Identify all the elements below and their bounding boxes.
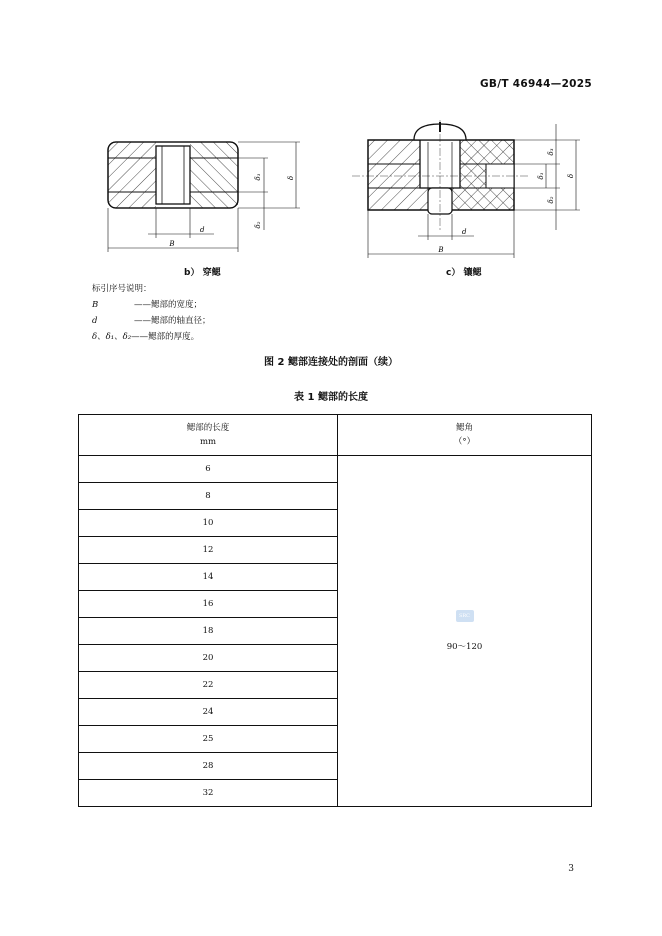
header-length xyxy=(79,415,338,456)
length-cell: 25 xyxy=(79,726,338,753)
subcaption-c: c） 镶鳃 xyxy=(446,268,482,278)
length-cell: 24 xyxy=(79,699,338,726)
legend-desc: ——鳃部的轴直径； xyxy=(134,316,211,326)
length-cell: 12 xyxy=(79,537,338,564)
dim-label-delta1-b: δ₁ xyxy=(254,173,262,181)
header-angle-label: 鳃角 xyxy=(455,423,473,433)
figure-c-drawing xyxy=(352,120,580,258)
angle-value: 90～120 xyxy=(446,642,483,652)
length-cell: 18 xyxy=(79,618,338,645)
legend-symbol: δ、δ₁、δ₂ xyxy=(92,332,132,342)
header-length-unit: mm xyxy=(199,437,217,447)
standard-code: GB/T 46944—2025 xyxy=(479,78,592,90)
dim-label-B-b: B xyxy=(169,240,175,248)
length-cell: 16 xyxy=(79,591,338,618)
length-cell: 6 xyxy=(79,456,338,483)
legend-symbol: B xyxy=(92,300,99,310)
header-angle xyxy=(338,415,592,456)
length-cell: 8 xyxy=(79,483,338,510)
table-row xyxy=(79,456,592,483)
figure-caption: 图 2 鳃部连接处的剖面（续） xyxy=(264,357,398,368)
length-cell: 10 xyxy=(79,510,338,537)
subcaption-b: b） 穿鳃 xyxy=(184,268,221,278)
header-angle-unit: （°） xyxy=(453,437,476,447)
legend-row xyxy=(92,297,211,313)
watermark-logo: SRC xyxy=(456,610,474,622)
page-number: 3 xyxy=(568,864,574,874)
header-length-label: 鳃部的长度 xyxy=(186,423,230,433)
dim-label-delta-c: δ xyxy=(567,173,575,179)
dim-label-delta-b: δ xyxy=(287,175,295,181)
length-cell: 14 xyxy=(79,564,338,591)
legend-desc: ——鳃部的宽度； xyxy=(134,300,203,310)
legend-title: 标引序号说明： xyxy=(92,284,152,294)
length-cell: 32 xyxy=(79,780,338,807)
figure-b-drawing xyxy=(108,142,300,252)
table-header-row xyxy=(79,415,592,456)
dim-label-delta3-c: δ₃ xyxy=(547,148,555,156)
length-cell: 28 xyxy=(79,753,338,780)
legend-row xyxy=(92,313,211,329)
length-table xyxy=(78,414,592,807)
dim-label-delta2-b: δ₂ xyxy=(254,221,262,229)
legend-symbol: d xyxy=(92,316,98,326)
dim-label-d-c: d xyxy=(462,228,467,236)
length-cell: 20 xyxy=(79,645,338,672)
legend-desc: ——鳃部的厚度。 xyxy=(131,332,200,342)
table-caption: 表 1 鳃部的长度 xyxy=(294,392,368,403)
dim-label-d-b: d xyxy=(200,226,205,234)
section-figure xyxy=(0,120,662,270)
dim-label-delta1-c: δ₁ xyxy=(537,172,545,180)
legend-row xyxy=(92,329,211,345)
length-cell: 22 xyxy=(79,672,338,699)
dim-label-delta2-c: δ₂ xyxy=(547,196,555,204)
angle-cell xyxy=(338,456,592,807)
dim-label-B-c: B xyxy=(438,246,444,254)
figure-legend xyxy=(92,281,211,345)
